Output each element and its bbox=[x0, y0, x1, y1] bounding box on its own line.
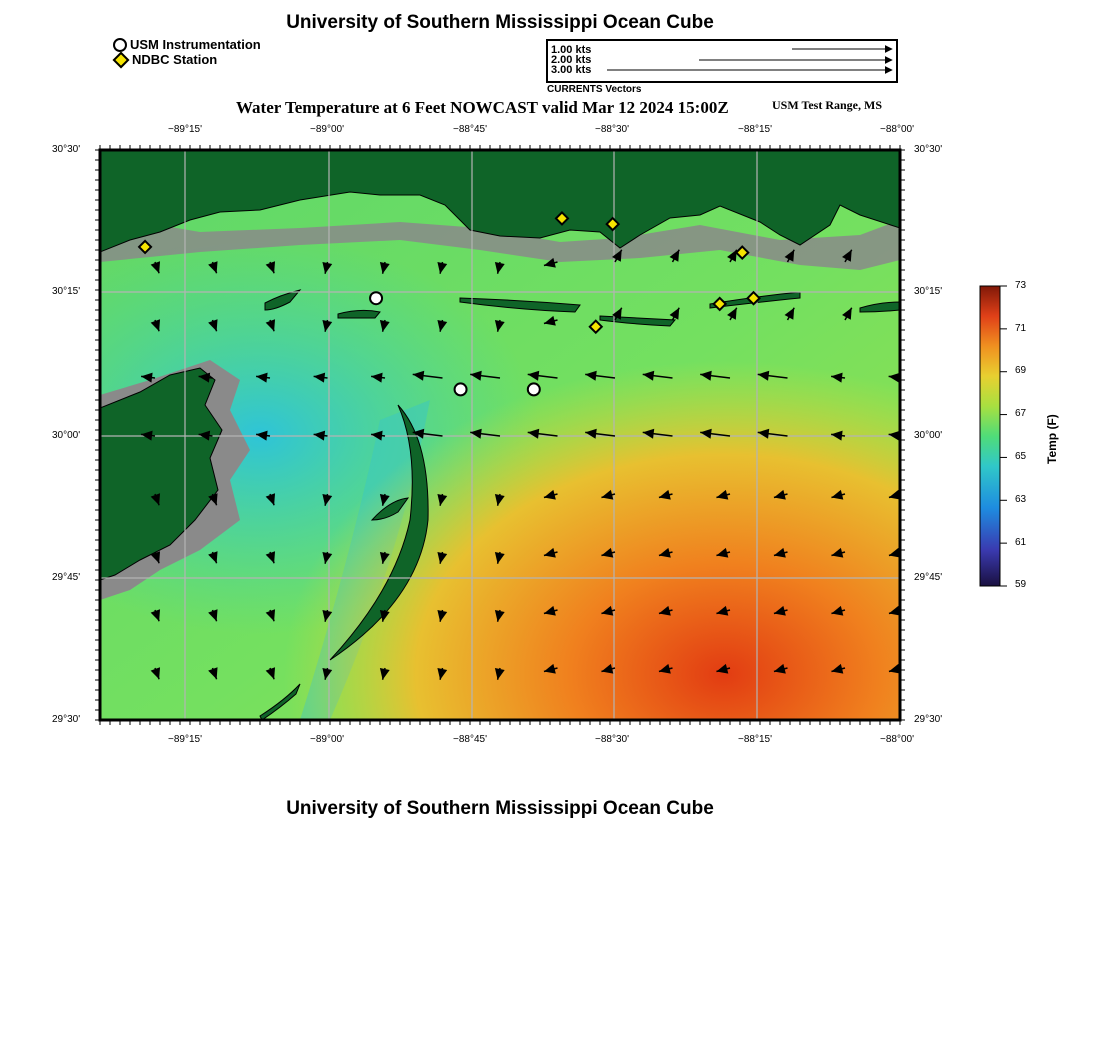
x-tick-bottom-6: −88°00' bbox=[880, 734, 914, 745]
y-tick-left-1: 30°30' bbox=[52, 144, 81, 155]
current-arrow bbox=[151, 725, 160, 737]
usm-station-marker[interactable] bbox=[528, 383, 540, 395]
legend-usm-label: USM Instrumentation bbox=[130, 37, 261, 52]
footer-title: University of Southern Mississippi Ocean Cube bbox=[286, 798, 714, 819]
map-area[interactable] bbox=[100, 150, 909, 738]
current-arrow bbox=[208, 725, 217, 737]
y-tick-right-3: 30°00' bbox=[914, 430, 943, 441]
region-label: USM Test Range, MS bbox=[772, 98, 883, 112]
legend-ndbc-label: NDBC Station bbox=[132, 52, 218, 67]
vector-scale-3: 3.00 kts bbox=[551, 64, 592, 76]
cb-tick-73: 73 bbox=[1015, 280, 1027, 291]
current-arrow bbox=[716, 722, 730, 732]
x-tick-top-5: −88°15' bbox=[738, 124, 772, 135]
vector-scale-2: 2.00 kts bbox=[551, 54, 592, 66]
y-tick-left-3: 30°00' bbox=[52, 430, 81, 441]
y-tick-right-2: 30°15' bbox=[914, 286, 943, 297]
current-arrow bbox=[544, 722, 558, 732]
current-arrow bbox=[831, 722, 845, 732]
cb-tick-63: 63 bbox=[1015, 494, 1027, 505]
cb-tick-67: 67 bbox=[1015, 408, 1027, 419]
y-tick-right-1: 30°30' bbox=[914, 144, 943, 155]
colorbar-label: Temp (F) bbox=[1045, 414, 1059, 464]
current-arrow bbox=[380, 726, 390, 738]
y-tick-left-5: 29°30' bbox=[52, 714, 81, 725]
usm-station-marker[interactable] bbox=[370, 292, 382, 304]
x-tick-top-1: −89°15' bbox=[168, 124, 202, 135]
map-subtitle: Water Temperature at 6 Feet NOWCAST valid Mar 12 2024 15:00Z bbox=[236, 98, 729, 117]
x-tick-top-6: −88°00' bbox=[880, 124, 914, 135]
current-arrow bbox=[495, 726, 505, 738]
x-tick-bottom-5: −88°15' bbox=[738, 734, 772, 745]
current-arrow bbox=[774, 722, 788, 732]
cb-tick-69: 69 bbox=[1015, 365, 1027, 376]
y-tick-right-5: 29°30' bbox=[914, 714, 943, 725]
colorbar bbox=[980, 286, 1000, 586]
y-tick-right-4: 29°45' bbox=[914, 572, 943, 583]
x-tick-bottom-3: −88°45' bbox=[453, 734, 487, 745]
vector-scale-1: 1.00 kts bbox=[551, 44, 592, 56]
y-tick-left-4: 29°45' bbox=[52, 572, 81, 583]
x-tick-top-4: −88°30' bbox=[595, 124, 629, 135]
y-tick-left-2: 30°15' bbox=[52, 286, 81, 297]
page-title: University of Southern Mississippi Ocean Cube bbox=[286, 12, 714, 33]
cb-tick-59: 59 bbox=[1015, 579, 1027, 590]
current-arrow bbox=[266, 725, 275, 737]
x-tick-top-3: −88°45' bbox=[453, 124, 487, 135]
vector-scale-arrows bbox=[607, 49, 892, 70]
usm-station-marker[interactable] bbox=[455, 383, 467, 395]
vector-caption: CURRENTS Vectors bbox=[547, 84, 642, 95]
colorbar-ticks bbox=[1000, 286, 1007, 586]
cb-tick-61: 61 bbox=[1015, 537, 1027, 548]
cb-tick-71: 71 bbox=[1015, 323, 1027, 334]
current-arrow bbox=[601, 722, 615, 732]
x-tick-bottom-4: −88°30' bbox=[595, 734, 629, 745]
cb-tick-65: 65 bbox=[1015, 451, 1027, 462]
x-tick-top-2: −89°00' bbox=[310, 124, 344, 135]
x-tick-bottom-1: −89°15' bbox=[168, 734, 202, 745]
x-tick-bottom-2: −89°00' bbox=[310, 734, 344, 745]
current-arrow bbox=[437, 726, 447, 738]
